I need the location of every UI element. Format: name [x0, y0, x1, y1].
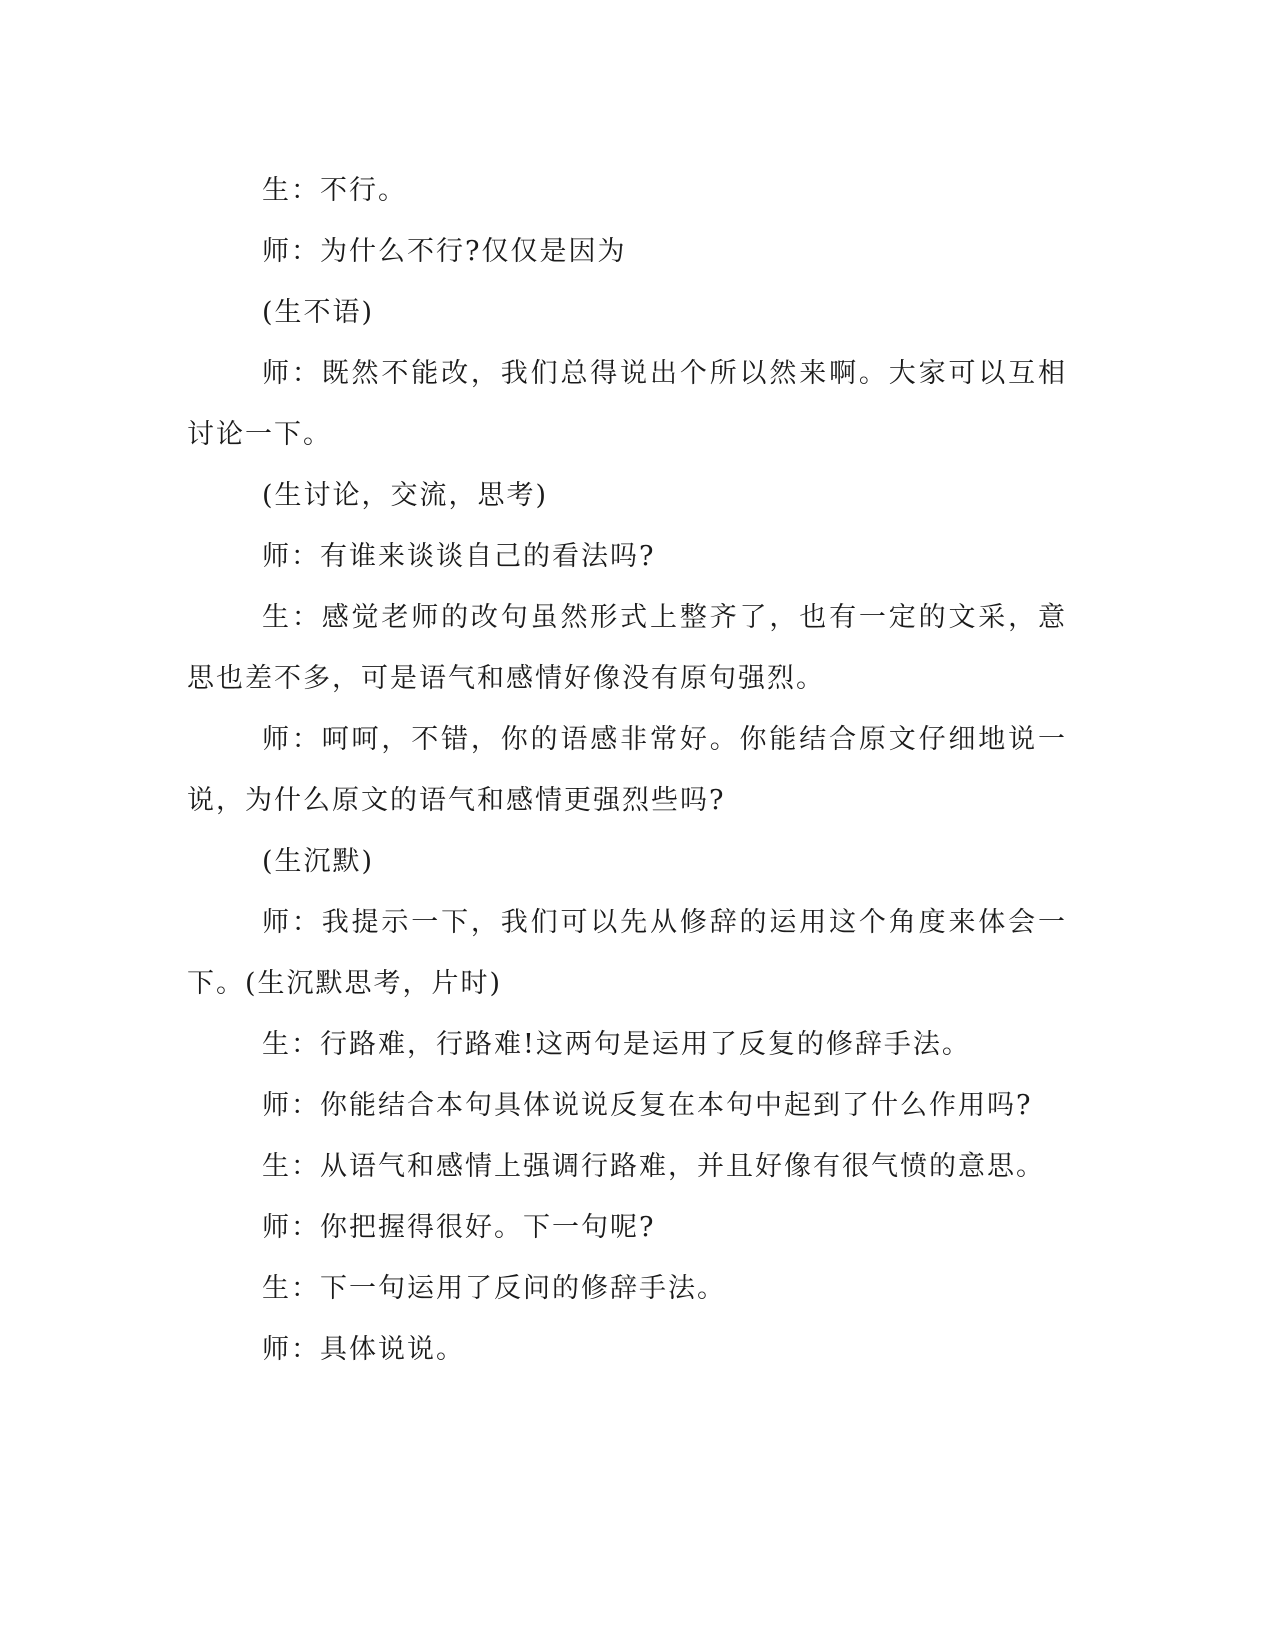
paragraph: 师：有谁来谈谈自己的看法吗? [262, 541, 656, 572]
paragraph: 师：我提示一下，我们可以先从修辞的运用这个角度来体会一下。(生沉默思考，片时) [187, 907, 1067, 999]
paragraph: 生：行路难，行路难!这两句是运用了反复的修辞手法。 [262, 1029, 971, 1060]
paragraph: (生沉默) [262, 846, 375, 877]
paragraph: 生：从语气和感情上强调行路难，并且好像有很气愤的意思。 [262, 1151, 1045, 1182]
paragraph: 师：呵呵，不错，你的语感非常好。你能结合原文仔细地说一说，为什么原文的语气和感情更强烈些吗? [187, 724, 1067, 816]
paragraph: 师：既然不能改，我们总得说出个所以然来啊。大家可以互相讨论一下。 [187, 358, 1067, 450]
paragraph: 生：感觉老师的改句虽然形式上整齐了，也有一定的文采，意思也差不多，可是语气和感情好像没有原句强烈。 [187, 602, 1067, 694]
paragraph: 生：不行。 [262, 175, 407, 206]
paragraph: (生不语) [262, 297, 375, 328]
paragraph: 生：下一句运用了反问的修辞手法。 [262, 1273, 726, 1304]
paragraph: (生讨论，交流，思考) [262, 480, 549, 511]
document-body [187, 160, 1067, 1380]
paragraph: 师：为什么不行?仅仅是因为 [262, 236, 627, 267]
paragraph: 师：具体说说。 [262, 1334, 465, 1365]
paragraph: 师：你把握得很好。下一句呢? [262, 1212, 656, 1243]
paragraph: 师：你能结合本句具体说说反复在本句中起到了什么作用吗? [262, 1090, 1033, 1121]
